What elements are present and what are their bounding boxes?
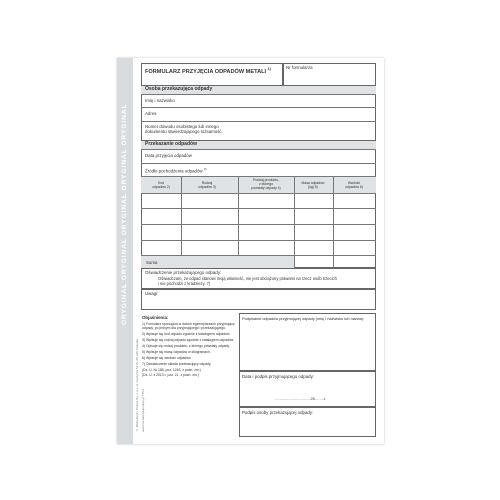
explanation-item: 2) Wpisuje się kod odpadu zgodnie z katalogiem odpadów. (142, 332, 231, 336)
address-field[interactable] (215, 108, 374, 118)
declaration-text-1: Oświadczam, że odpad stanowi moją własność, nie jest obciążony prawami na rzecz osób trzecich (158, 276, 337, 281)
sum-mass-field[interactable] (295, 256, 332, 267)
id-document-field[interactable] (235, 122, 374, 140)
address-label: Adres (145, 111, 157, 116)
declaration-heading: Oświadczenie przekazującego odpady: (145, 270, 222, 275)
explanation-item: 7) Oświadczenie składa przekazujący odpady. (142, 362, 212, 366)
original-strip-label: ORYGINAŁ ORYGINAŁ ORYGINAŁ ORYGINAŁ ORYGINAŁ (121, 103, 128, 325)
declaration-text-2: i nie pochodzi z kradzieży. 7) (158, 281, 211, 286)
form-number-label: Nr formularza (286, 65, 313, 70)
col-value-header: Wartość odpadów 6) (345, 181, 363, 189)
sum-value-field[interactable] (334, 256, 375, 267)
table-row[interactable] (142, 209, 375, 223)
table-row[interactable] (142, 194, 375, 207)
date-line: ................................20........r. (275, 396, 327, 401)
explanation-footer: (Dz. U. z 2013 r. poz. 21, z późn. zm.) (142, 373, 199, 377)
explanation-footer: (Dz. U. Nr 185, poz. 1243, z późn. zm.) (142, 368, 201, 372)
id-document-label-2: dokumentu stwierdzającego tożsamość (145, 129, 222, 134)
explanation-item: 3) Wpisuje się rodzaj odpadu zgodnie z katalogiem odpadów. (142, 338, 234, 342)
explanation-item: 6) Wpisuje się wartość odpadów. (142, 356, 192, 360)
explanation-item: 5) Wpisuje się masę odpadów w kilogramach. (142, 350, 211, 354)
transfer-section-heading: Przekazanie odpadów (145, 141, 197, 147)
source-field[interactable] (215, 164, 374, 174)
date-field[interactable] (215, 150, 374, 160)
sum-label: Suma (146, 260, 158, 265)
remarks-box[interactable] (141, 289, 376, 310)
col-code-header: Kod odpadów 2) (152, 181, 170, 189)
person-section-heading: Osoba przekazująca odpady (145, 86, 213, 92)
id-document-label-1: Numer dowodu osobistego lub innego (145, 124, 219, 129)
name-label: Imię i nazwisko (145, 98, 175, 103)
col-type-header: Rodzaj odpadów 3) (198, 181, 216, 189)
remarks-label: Uwagi: (145, 291, 159, 296)
receiver-box[interactable] (239, 313, 376, 371)
explanations-heading: Objaśnienia: (142, 315, 169, 320)
sum-row-shade (141, 256, 294, 268)
source-label: Źródło pochodzenia odpadów $^{3)}$ (145, 167, 207, 174)
name-field[interactable] (215, 95, 374, 105)
publisher-print: © Michalczyk i Prokop Sp. z o.o. ul. Łęczycka 52 PL 05-220 Zielonka www.michalczykiprokop.pl 775-5 (135, 338, 145, 432)
col-mass-header: Masa odpadów [kg] 5) (301, 181, 325, 189)
table-row[interactable] (142, 241, 375, 254)
date-signature-label: Data i podpis przyjmującego odpady: (242, 374, 314, 379)
form-title: FORMULARZ PRZYJĘCIA ODPADÓW METALI $^{1)}$ (145, 67, 271, 75)
explanation-item: 4) Opisuje się rodzaj produktu, z którego powstały odpady. (142, 344, 230, 348)
explanation-item: 1) Formularz sporządza w dwóch egzemplarzach przyjmujący odpady, po jednym dla przyjmującego i przekazującego. (142, 322, 235, 330)
explanations-list (142, 322, 236, 377)
giver-signature-label: Podpis osoby przekazującej odpady: (242, 410, 314, 415)
table-row[interactable] (142, 225, 375, 239)
date-label: Data przyjęcia odpadów (145, 153, 192, 158)
col-product-header: Rodzaj produktu, z którego powstały odpady 4) (251, 178, 281, 190)
receiver-label: Podpisanie odpadów przyjmującej odpady (imię i nazwisko lub nazwa): (242, 316, 365, 321)
